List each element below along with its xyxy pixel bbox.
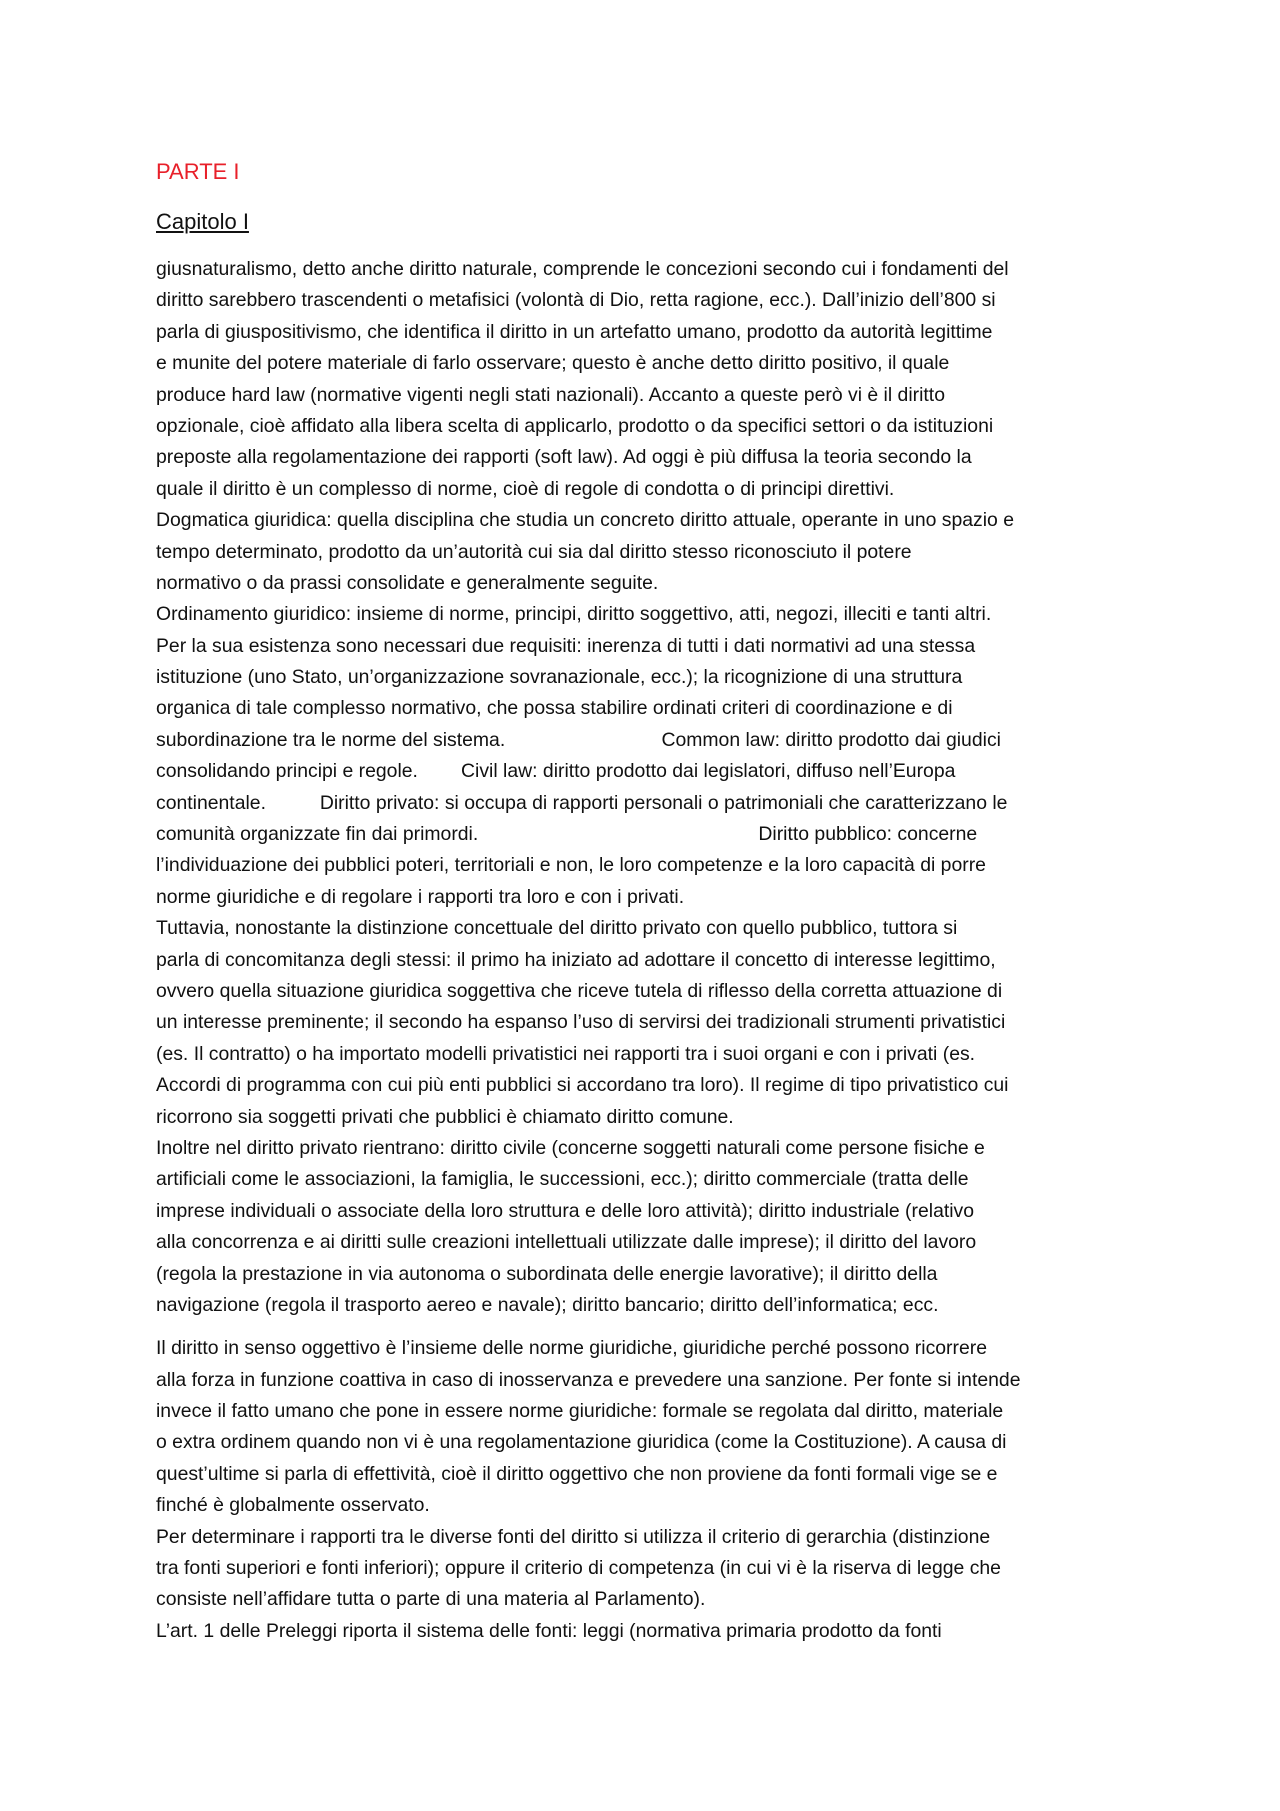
text-line: opzionale, cioè affidato alla libera scelta di applicarlo, prodotto o da specifici settori o da istituzioni <box>156 414 994 437</box>
text-line: quale il diritto è un complesso di norme, cioè di regole di condotta o di principi direttivi. <box>156 477 895 500</box>
text-line: consiste nell’affidare tutta o parte di una materia al Parlamento). <box>156 1588 706 1611</box>
text-line: alla forza in funzione coattiva in caso di inosservanza e prevedere una sanzione. Per fonte si intende <box>156 1368 1021 1391</box>
text-line: norme giuridiche e di regolare i rapporti tra loro e con i privati. <box>156 885 685 908</box>
text-line: navigazione (regola il trasporto aereo e navale); diritto bancario; diritto dell’informatica; ecc. <box>156 1293 939 1316</box>
text-line: organica di tale complesso normativo, che possa stabilire ordinati criteri di coordinazione e di <box>156 697 953 720</box>
text-line: tempo determinato, prodotto da un’autorità cui sia dal diritto stesso riconosciuto il potere <box>156 540 912 563</box>
text-block-2 <box>156 1333 1136 1647</box>
text-line: giusnaturalismo, detto anche diritto naturale, comprende le concezioni secondo cui i fondamenti del <box>156 258 1009 280</box>
document-page <box>156 150 1136 1647</box>
text-line: (regola la prestazione in via autonoma o subordinata delle energie lavorative); il diritto della <box>156 1262 938 1285</box>
text-line: preposte alla regolamentazione dei rapporti (soft law). Ad oggi è più diffusa la teoria secondo la <box>156 446 972 469</box>
text-line: Per la sua esistenza sono necessari due requisiti: inerenza di tutti i dati normativi ad una stessa <box>156 634 976 657</box>
text-line: artificiali come le associazioni, la famiglia, le successioni, ecc.); diritto commerciale (tratta delle <box>156 1168 969 1191</box>
text-line: tra fonti superiori e fonti inferiori); oppure il criterio di competenza (in cui vi è la riserva di legge che <box>156 1557 1001 1580</box>
text-line: ovvero quella situazione giuridica soggettiva che riceve tutela di riflesso della corretta attuazione di <box>156 979 1003 1002</box>
text-line: diritto sarebbero trascendenti o metafisici (volontà di Dio, retta ragione, ecc.). Dall’inizio dell’800 si <box>156 289 996 312</box>
text-line: Per determinare i rapporti tra le diverse fonti del diritto si utilizza il criterio di gerarchia (distinzione <box>156 1525 991 1548</box>
text-line: un interesse preminente; il secondo ha espanso l’uso di servirsi dei tradizionali strumenti privatistici <box>156 1011 1006 1034</box>
text-line: comunità organizzate fin dai primordi. Diritto pubblico: concerne <box>156 823 978 846</box>
text-line: produce hard law (normative vigenti negli stati nazionali). Accanto a queste però vi è il diritto <box>156 383 945 406</box>
text-line: o extra ordinem quando non vi è una regolamentazione giuridica (come la Costituzione). A causa di <box>156 1431 1007 1454</box>
paragraph-gap <box>156 1321 1136 1333</box>
text-line: istituzione (uno Stato, un’organizzazione sovranazionale, ecc.); la ricognizione di una struttura <box>156 666 963 689</box>
text-line: quest’ultime si parla di effettività, cioè il diritto oggettivo che non proviene da fonti formali vige se e <box>156 1462 998 1485</box>
text-line: continentale. Diritto privato: si occupa di rapporti personali o patrimoniali che caratterizzano le <box>156 791 1008 814</box>
text-line: e munite del potere materiale di farlo osservare; questo è anche detto diritto positivo, il quale <box>156 352 950 375</box>
text-line: consolidando principi e regole. Civil law: diritto prodotto dai legislatori, diffuso nell’Europa <box>156 760 956 783</box>
text-line: alla concorrenza e ai diritti sulle creazioni intellettuali utilizzate dalle imprese); il diritto del lavoro <box>156 1231 977 1254</box>
text-line: normativo o da prassi consolidate e generalmente seguite. <box>156 571 659 594</box>
text-line: finché è globalmente osservato. <box>156 1494 430 1517</box>
text-line: subordinazione tra le norme del sistema. Common law: diritto prodotto dai giudici <box>156 728 1001 751</box>
text-line: imprese individuali o associate della loro struttura e delle loro attività); diritto industriale (relativo <box>156 1199 975 1222</box>
chapter-title: Capitolo I <box>156 209 249 234</box>
text-line: Il diritto in senso oggettivo è l’insieme delle norme giuridiche, giuridiche perché possono ricorrere <box>156 1337 987 1360</box>
text-line: parla di giuspositivismo, che identifica il diritto in un artefatto umano, prodotto da autorità legittime <box>156 320 993 343</box>
text-line: ricorrono sia soggetti privati che pubblici è chiamato diritto comune. <box>156 1105 734 1128</box>
text-line: Dogmatica giuridica: quella disciplina che studia un concreto diritto attuale, operante in uno spazio e <box>156 509 1015 532</box>
text-line: (es. Il contratto) o ha importato modelli privatistici nei rapporti tra i suoi organi e con i privati (es. <box>156 1042 976 1065</box>
text-line: Ordinamento giuridico: insieme di norme, principi, diritto soggettivo, atti, negozi, illeciti e tanti altri. <box>156 603 992 626</box>
text-line: invece il fatto umano che pone in essere norme giuridiche: formale se regolata dal diritto, materiale <box>156 1400 1004 1423</box>
text-line: Inoltre nel diritto privato rientrano: diritto civile (concerne soggetti naturali come persone fisiche e <box>156 1136 985 1159</box>
text-line: Accordi di programma con cui più enti pubblici si accordano tra loro). Il regime di tipo privatistico cui <box>156 1074 1009 1097</box>
text-block-1 <box>156 254 1136 1321</box>
text-line: L’art. 1 delle Preleggi riporta il sistema delle fonti: leggi (normativa primaria prodotto da fonti <box>156 1619 942 1642</box>
part-title: PARTE I <box>156 159 240 184</box>
text-line: Tuttavia, nonostante la distinzione concettuale del diritto privato con quello pubblico, tuttora si <box>156 917 958 940</box>
text-line: parla di concomitanza degli stessi: il primo ha iniziato ad adottare il concetto di interesse legittimo, <box>156 948 996 971</box>
text-line: l’individuazione dei pubblici poteri, territoriali e non, le loro competenze e la loro capacità di porre <box>156 854 986 877</box>
